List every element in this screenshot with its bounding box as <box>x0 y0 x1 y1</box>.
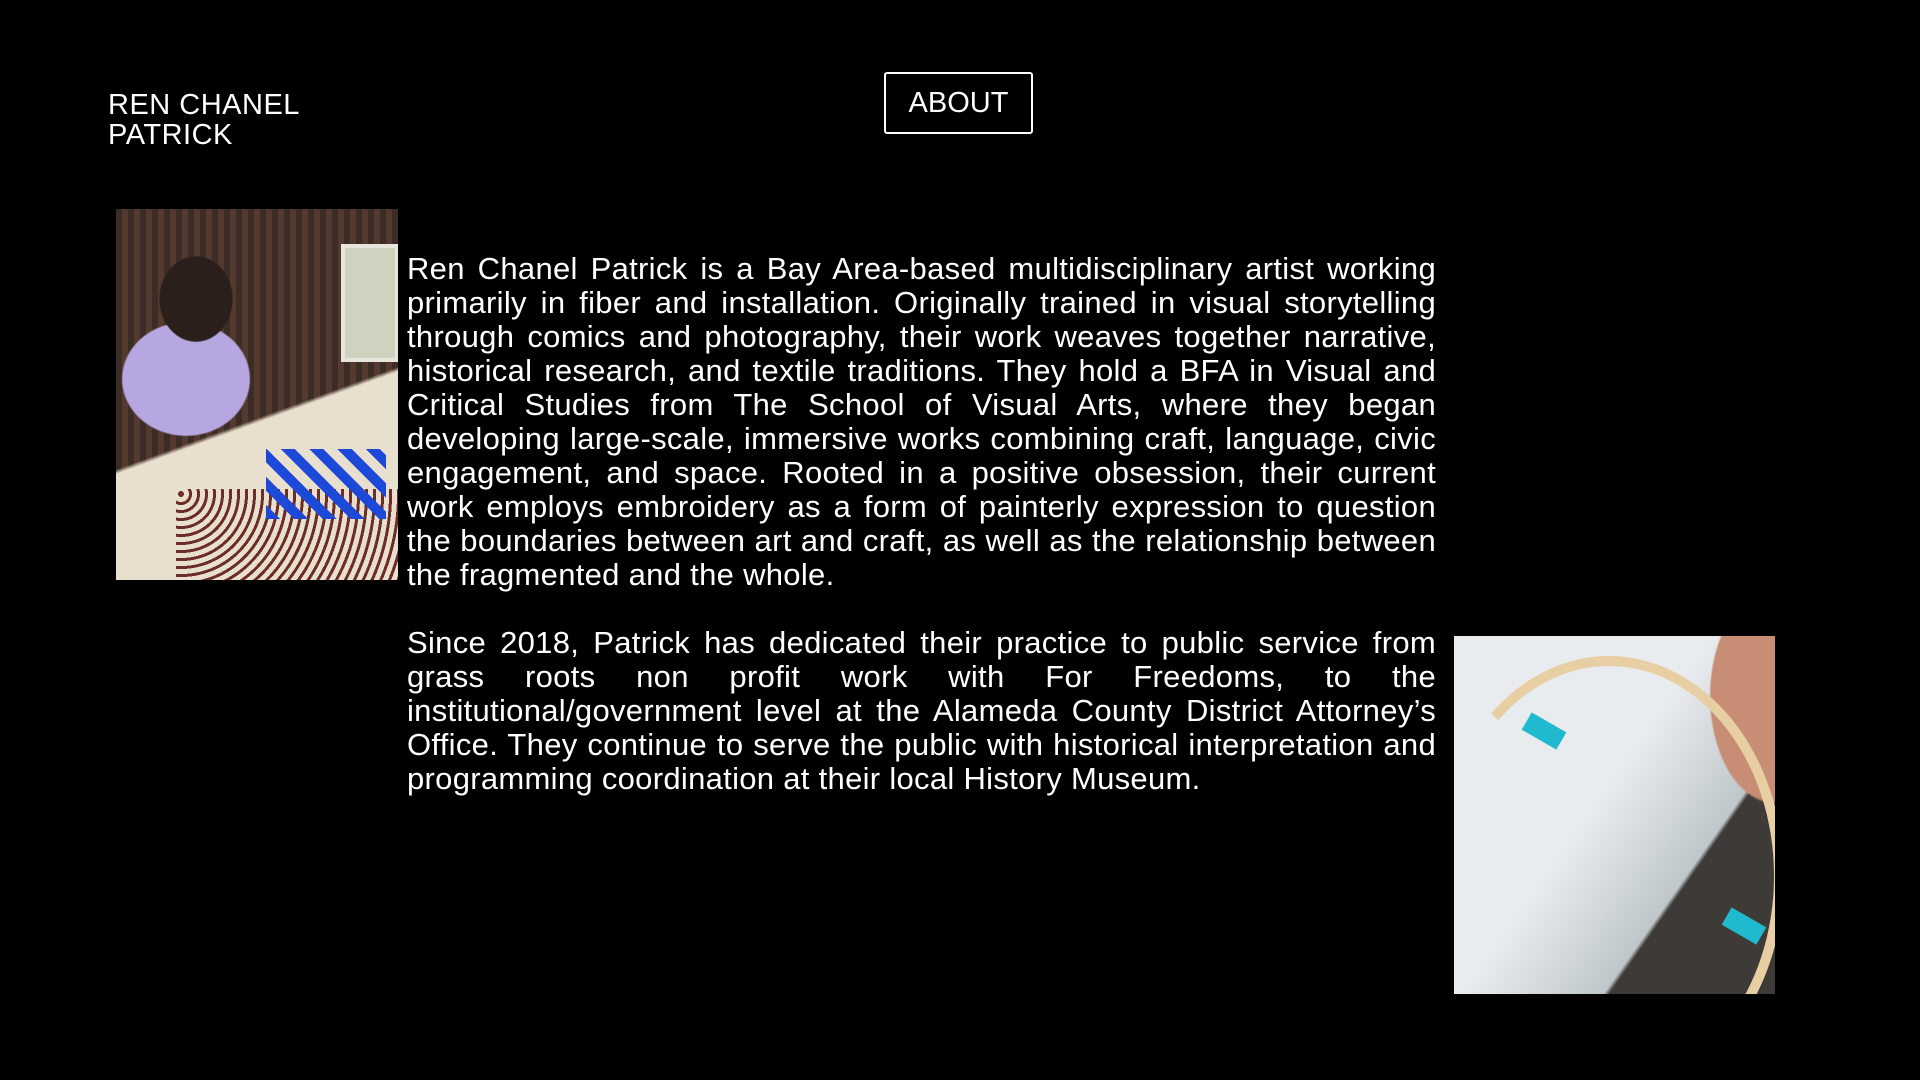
bio-paragraph-2: Since 2018, Patrick has dedicated their practice to public service from grass roots non profit work with For Freedoms, to the institutional/government level at the Alameda County District Attorney’s Office. They continue to serve the public with historical interpretation and programming coordination at their local History Museum. <box>407 625 1436 796</box>
about-nav-button[interactable]: ABOUT <box>884 72 1033 134</box>
window-detail <box>341 244 398 362</box>
site-title[interactable] <box>108 90 300 150</box>
hoop-detail <box>1454 656 1775 994</box>
embroidery-hoop-photo <box>1454 636 1775 994</box>
bio-paragraph-1: Ren Chanel Patrick is a Bay Area-based multidisciplinary artist working primarily in fiber and installation. Originally trained in visual storytelling through comics and photography, their work weaves together narrative, historical research, and textile traditions. They hold a BFA in Visual and Critical Studies from The School of Visual Arts, where they began developing large-scale, immersive works combining craft, language, civic engagement, and space. Rooted in a positive obsession, their current work employs embroidery as a form of painterly expression to question the boundaries between art and craft, as well as the relationship between the fragmented and the whole. <box>407 251 1436 592</box>
site-title-line-1: REN CHANEL <box>108 89 300 121</box>
blue-lettering-detail <box>266 449 386 519</box>
bio-text <box>407 252 1436 830</box>
artist-at-work-photo <box>116 209 398 580</box>
site-title-line-2: PATRICK <box>108 119 233 151</box>
